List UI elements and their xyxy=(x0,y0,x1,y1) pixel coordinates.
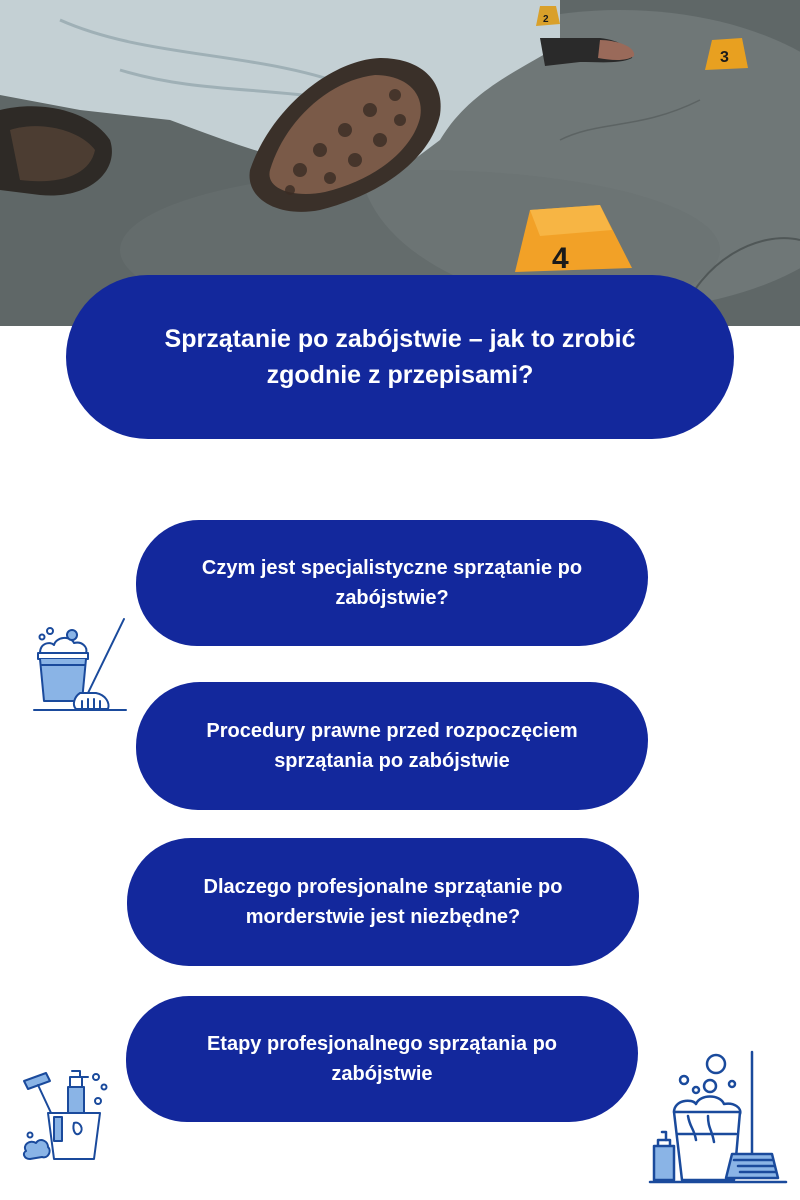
evidence-marker-3-label: 3 xyxy=(720,49,729,66)
section-label-2: Procedury prawne przed rozpoczęciem sprzątania po zabójstwie xyxy=(206,720,578,772)
title-banner xyxy=(66,275,734,439)
section-label-1: Czym jest specjalistyczne sprzątanie po zabójstwie? xyxy=(201,557,583,609)
page-title: Sprzątanie po zabójstwie – jak to zrobić zgodnie z przepisami? xyxy=(164,325,636,389)
section-link-1[interactable] xyxy=(136,520,648,646)
section-link-4[interactable] xyxy=(126,996,638,1122)
evidence-marker-small xyxy=(536,6,560,26)
evidence-marker-3 xyxy=(705,38,748,70)
evidence-marker-4-label: 4 xyxy=(552,242,569,275)
mop-bucket-icon xyxy=(30,615,130,715)
section-link-3[interactable] xyxy=(127,838,639,966)
section-label-4: Etapy profesjonalnego sprzątania po zabójstwie xyxy=(206,1033,558,1085)
bucket-broom-icon xyxy=(648,1050,788,1190)
cleaning-supplies-icon xyxy=(18,1065,118,1165)
section-link-2[interactable] xyxy=(136,682,648,810)
evidence-marker-small-label: 2 xyxy=(543,14,549,25)
section-label-3: Dlaczego profesjonalne sprzątanie po morderstwie jest niezbędne? xyxy=(203,876,563,928)
